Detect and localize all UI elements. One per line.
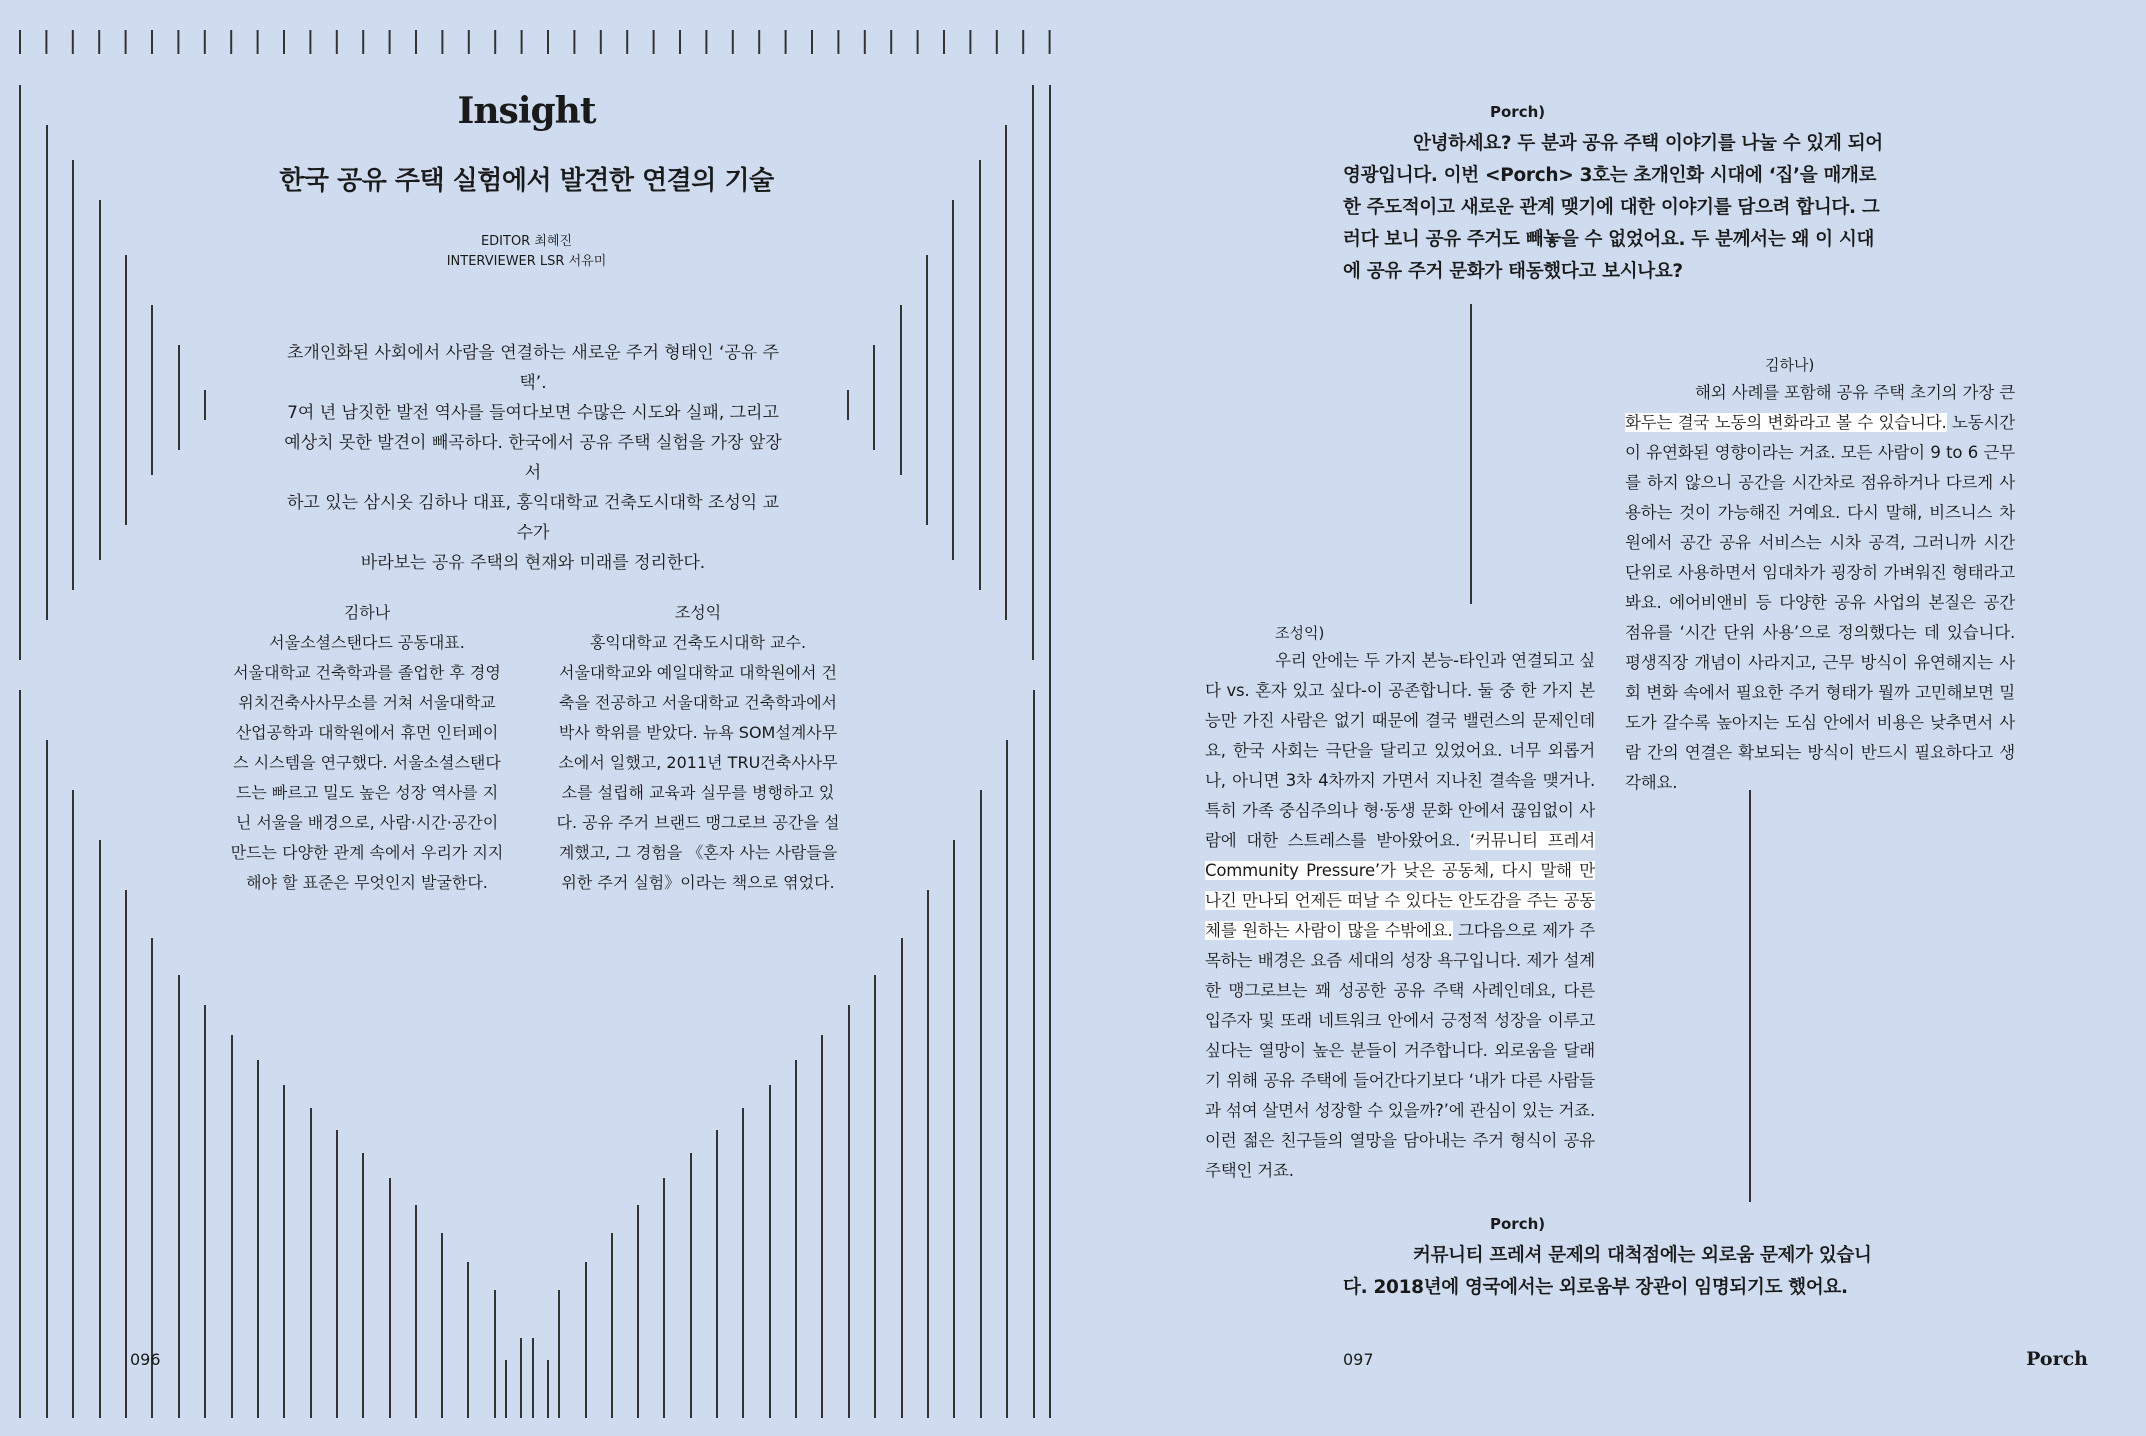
speaker-label: 조성익) [1275, 624, 1325, 642]
question-2 [1343, 1208, 1883, 1304]
question-text: 커뮤니티 프레셔 문제의 대척점에는 외로움 문제가 있습니다. 2018년에 영국에서는 외로움부 장관이 임명되기도 했어요. [1343, 1245, 1872, 1298]
speaker-label: 김하나) [1765, 356, 1815, 374]
profile-name: 김하나 [343, 603, 391, 622]
answer-text-a: 해외 사례를 포함해 공유 주택 초기의 가장 큰 [1695, 383, 2015, 402]
lead-line: 바라보는 공유 주택의 현재와 미래를 정리한다. [360, 553, 706, 573]
speaker-label: Porch) [1490, 1215, 1546, 1233]
profile-line: 만드는 다양한 관계 속에서 우리가 지지 [230, 843, 504, 862]
lead-line: 예상치 못한 발견이 빼곡하다. 한국에서 공유 주택 실험을 가장 앞장서 [284, 433, 782, 483]
highlighted-text: ‘커뮤니티 프레셔 Community Pressure’가 낮은 공동체, 다시 말해 만나긴 만나되 언제든 떠날 수 있다는 안도감을 주는 공동체를 원하는 사람이 많을 수밖에요. [1205, 831, 1596, 940]
lead-line: 초개인화된 사회에서 사람을 연결하는 새로운 주거 형태인 ‘공유 주택’. [286, 343, 780, 393]
section-title: Insight [457, 90, 596, 132]
credit-interviewer: INTERVIEWER LSR 서유미 [446, 254, 607, 269]
profile-line: 계했고, 그 경험을 《혼자 사는 사람들을 [558, 843, 838, 862]
divider-line [1749, 790, 1751, 1202]
highlighted-text: 화두는 결국 노동의 변화라고 볼 수 있습니다. [1625, 413, 1947, 432]
lead-paragraph [280, 338, 786, 578]
profile-line: 홍익대학교 건축도시대학 교수. [589, 633, 807, 652]
divider-line [1470, 304, 1472, 604]
lead-line: 하고 있는 삼시옷 김하나 대표, 홍익대학교 건축도시대학 조성익 교수가 [286, 493, 780, 543]
credits [0, 232, 1053, 272]
answer-text [1205, 646, 1595, 1186]
profile-line: 해야 할 표준은 무엇인지 발굴한다. [246, 873, 488, 892]
lead-line: 7여 년 남짓한 발전 역사를 들여다보면 수많은 시도와 실패, 그리고 [287, 403, 779, 423]
profile-line: 산업공학과 대학원에서 휴먼 인터페이 [235, 723, 499, 742]
right-page [1073, 0, 2146, 1436]
profile-line: 박사 학위를 받았다. 뉴욕 SOM설계사무 [558, 723, 838, 742]
answer-text-b: 그다음으로 제가 주목하는 배경은 요즘 세대의 성장 욕구입니다. 제가 설계한 맹그로브는 꽤 성공한 공유 주택 사례인데요, 다른 입주자 및 또래 네트워크 안에서 긍정적 성장을 이루고 싶다는 열망이 높은 분들이 거주합니다. 외로움을 달래기 위해 공유 주택에 들어간다기보다 ‘내가 다른 사람들과 섞여 살면서 성장할 수 있을까?’에 관심이 있는 거죠. 이런 젊은 친구들의 열망을 담아내는 주거 형식이 공유 주택인 거죠. [1205, 921, 1595, 1180]
profile-line: 다. 공유 주거 브랜드 맹그로브 공간을 설 [556, 813, 840, 832]
speaker-label: Porch) [1490, 103, 1546, 121]
profile-line: 서울대학교와 예일대학교 대학원에서 건 [558, 663, 837, 682]
question-text: 안녕하세요? 두 분과 공유 주택 이야기를 나눌 수 있게 되어 영광입니다. 이번 <Porch> 3호는 초개인화 시대에 ‘집’을 매개로 한 주도적이고 새로운 관계 맺기에 대한 이야기를 담으려 합니다. 그러다 보니 공유 주거도 빼놓을 수 없었어요. 두 분께서는 왜 이 시대에 공유 주거 문화가 태동했다고 보시나요? [1343, 133, 1883, 282]
profile-line: 스 시스템을 연구했다. 서울소셜스탠다 [233, 753, 501, 772]
profile-line: 소를 설립해 교육과 실무를 병행하고 있 [561, 783, 835, 802]
profile-line: 위치건축사사무소를 거쳐 서울대학교 [238, 693, 496, 712]
profile-line: 소에서 일했고, 2011년 TRU건축사사무 [558, 753, 838, 772]
profile-line: 닌 서울을 배경으로, 사람·시간·공간이 [235, 813, 499, 832]
answer-text-c: 노동시간이 유연화된 영향이라는 거죠. 모든 사람이 9 to 6 근무를 하지 않으니 공간을 시간차로 점유하거나 다르게 사용하는 것이 가능해진 거예요. 다시 말해, 비즈니스 차원에서 공간 공유 서비스는 시차 공격, 그러니까 시간 단위로 사용하면서 임대차가 굉장히 가벼워진 형태라고 봐요. 에어비앤비 등 다양한 공유 사업의 본질은 공간 점유를 ‘시간 단위 사용’으로 정의했다는 데 있습니다. 평생직장 개념이 사라지고, 근무 방식이 유연해지는 사회 변화 속에서 필요한 주거 형태가 뭘까 고민해보면 밀도가 갈수록 높아지는 도심 안에서 비용은 낮추면서 사람 간의 연결은 확보되는 방식이 반드시 필요하다고 생각해요. [1625, 413, 2015, 792]
page-number-left: 096 [130, 1350, 161, 1369]
page-number-right: 097 [1343, 1350, 1374, 1369]
profile-line: 위한 주거 실험》이라는 책으로 엮었다. [561, 873, 835, 892]
credit-editor: EDITOR 최혜진 [480, 234, 573, 249]
question-1 [1343, 96, 1883, 288]
profile-line: 서울대학교 건축학과를 졸업한 후 경영 [233, 663, 501, 682]
answer-text [1625, 378, 2015, 798]
profile-line: 드는 빠르고 밀도 높은 성장 역사를 지 [235, 783, 499, 802]
answer-cho [1205, 620, 1595, 1186]
porch-logo: Porch [2026, 1348, 2088, 1370]
profile-cho-seongik [553, 598, 843, 898]
profile-line: 서울소셜스탠다드 공동대표. [269, 633, 465, 652]
profile-kim-hana [222, 598, 512, 898]
profile-line: 축을 전공하고 서울대학교 건축학과에서 [558, 693, 837, 712]
profile-name: 조성익 [674, 603, 722, 622]
answer-kim [1625, 352, 2015, 798]
article-title: 한국 공유 주택 실험에서 발견한 연결의 기술 [279, 166, 774, 196]
answer-text-a: 우리 안에는 두 가지 본능-타인과 연결되고 싶다 vs. 혼자 있고 싶다-이 공존합니다. 둘 중 한 가지 본능만 가진 사람은 없기 때문에 결국 밸런스의 문제인데요, 한국 사회는 극단을 달리고 있었어요. 너무 외롭거나, 아니면 3차 4차까지 가면서 지나친 결속을 맺거나. 특히 가족 중심주의나 형·동생 문화 안에서 끊임없이 사람에 대한 스트레스를 받아왔어요. [1205, 651, 1595, 850]
